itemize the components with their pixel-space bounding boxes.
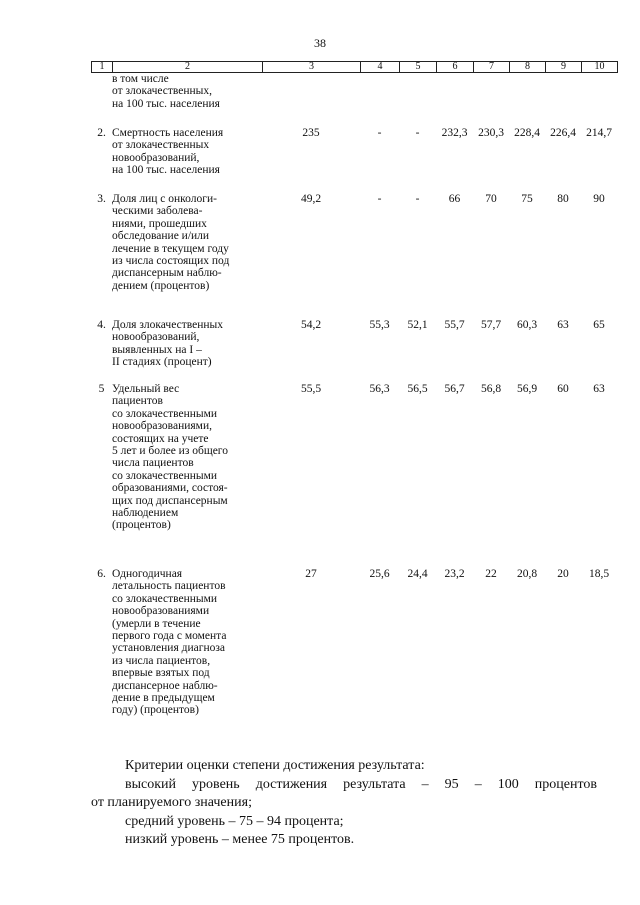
value-col-5: 56,5 — [407, 383, 428, 395]
label-line: летальность пациентов — [112, 580, 226, 593]
header-col-10: 10 — [582, 62, 618, 73]
label-line: Одногодичная — [112, 568, 183, 580]
value-col-10: 18,5 — [588, 568, 610, 580]
label-line: первого года с момента — [112, 630, 227, 643]
label-line: дение в предыдущем — [112, 692, 215, 705]
label-line: 5 лет и более из общего — [112, 445, 228, 458]
label-line: образованиями, состоя- — [112, 482, 228, 495]
value-col-9: 20 — [557, 568, 569, 580]
value-col-3: 27 — [305, 568, 317, 580]
row-label — [112, 568, 262, 717]
value-col-3: 49,2 — [300, 193, 322, 205]
label-line: Доля лиц с онкологи- — [112, 193, 217, 205]
value-col-5: 24,4 — [407, 568, 428, 580]
value-col-8: 60,3 — [516, 319, 538, 331]
label-line: новообразованиями — [112, 605, 210, 618]
value-col-6: 23,2 — [444, 568, 465, 580]
label-line: впервые взятых под — [112, 667, 210, 680]
label-line: со злокачественными — [112, 592, 218, 605]
label-line: от злокачественных, — [112, 85, 213, 98]
label-line: лечение в текущем году — [112, 242, 229, 255]
page-number: 38 — [314, 36, 326, 50]
value-col-4: 25,6 — [369, 568, 390, 580]
criteria-medium: средний уровень – 75 – 94 процента; — [125, 813, 344, 829]
value-col-7: 57,7 — [480, 319, 502, 331]
label-line: в том числе — [112, 73, 169, 85]
value-col-10: 90 — [593, 193, 605, 205]
label-line: Смертность населения — [112, 127, 224, 139]
value-col-7: 22 — [485, 568, 497, 580]
label-line: со злокачественными — [112, 407, 218, 420]
value-col-6: 55,7 — [444, 319, 465, 331]
row-label — [112, 319, 262, 369]
header-col-4: 4 — [361, 62, 400, 73]
value-col-9: 226,4 — [550, 127, 576, 139]
value-col-8: 56,9 — [516, 383, 538, 395]
column-header-row — [91, 61, 618, 73]
value-col-3: 54,2 — [300, 319, 322, 331]
row-label — [112, 383, 262, 532]
row-label — [112, 127, 262, 177]
label-line: диспансерным наблю- — [112, 267, 222, 280]
label-line: на 100 тыс. населения — [112, 164, 220, 177]
label-line: пациентов — [112, 395, 163, 408]
label-line: из числа состоящих под — [112, 255, 230, 268]
label-line: Удельный вес — [112, 383, 180, 395]
value-col-8: 228,4 — [514, 127, 540, 139]
value-col-8: 75 — [521, 193, 533, 205]
value-col-8: 20,8 — [516, 568, 538, 580]
value-col-6: 56,7 — [444, 383, 465, 395]
continuation-block — [91, 73, 617, 110]
row-number: 2. — [97, 127, 106, 139]
row-number: 6. — [97, 568, 106, 580]
header-col-5: 5 — [400, 62, 437, 73]
criteria-block — [91, 757, 597, 850]
label-line: году) (процентов) — [112, 704, 199, 717]
value-col-5: - — [415, 127, 420, 139]
criteria-low: низкий уровень – менее 75 процентов. — [125, 832, 355, 847]
value-col-3: 235 — [302, 127, 320, 139]
header-col-3: 3 — [263, 62, 361, 73]
label-line: (умерли в течение — [112, 617, 201, 630]
label-line: от злокачественных — [112, 139, 210, 152]
table-row — [91, 319, 617, 369]
value-col-7: 230,3 — [478, 127, 504, 139]
table-row — [91, 568, 617, 717]
continuation-label — [112, 73, 262, 110]
label-line: ниями, прошедших — [112, 217, 207, 230]
row-label — [112, 193, 262, 292]
value-col-5: 52,1 — [407, 319, 428, 331]
criteria-title: Критерии оценки степени достижения результата: — [125, 758, 425, 773]
label-line: (процентов) — [112, 519, 171, 532]
label-line: новообразований, — [112, 151, 200, 164]
label-line: со злокачественными — [112, 469, 218, 482]
value-col-10: 214,7 — [586, 127, 612, 139]
header-col-1: 1 — [92, 62, 113, 73]
label-line: II стадиях (процент) — [112, 356, 212, 369]
value-col-10: 65 — [593, 319, 605, 331]
criteria-high-line1: высокий уровень достижения результата – 95 – 100 процентов — [125, 776, 597, 792]
table-row — [91, 127, 617, 177]
label-line: щих под диспансерным — [112, 494, 228, 507]
label-line: выявленных на I – — [112, 343, 202, 356]
value-col-4: 55,3 — [369, 319, 390, 331]
value-col-5: - — [415, 193, 420, 205]
table-row — [91, 383, 617, 532]
value-col-7: 56,8 — [480, 383, 502, 395]
row-number: 5 — [98, 383, 105, 395]
label-line: числа пациентов — [112, 457, 194, 470]
header-col-8: 8 — [510, 62, 546, 73]
label-line: состоящих на учете — [112, 432, 209, 445]
value-col-9: 63 — [557, 319, 569, 331]
criteria-high-line2: от планируемого значения; — [91, 795, 252, 810]
value-col-10: 63 — [593, 383, 605, 395]
value-col-9: 60 — [557, 383, 569, 395]
label-line: новообразованиями, — [112, 420, 212, 433]
row-number: 4. — [97, 319, 106, 331]
label-line: на 100 тыс. населения — [112, 97, 220, 110]
header-col-7: 7 — [474, 62, 510, 73]
value-col-4: 56,3 — [369, 383, 390, 395]
row-number: 3. — [97, 193, 106, 205]
label-line: из числа пациентов, — [112, 654, 211, 667]
header-col-9: 9 — [546, 62, 582, 73]
label-line: диспансерное наблю- — [112, 679, 218, 692]
header-col-6: 6 — [437, 62, 474, 73]
value-col-6: 232,3 — [441, 127, 468, 139]
value-col-9: 80 — [557, 193, 569, 205]
value-col-4: - — [377, 193, 382, 205]
label-line: ческими заболева- — [112, 205, 203, 218]
header-col-2: 2 — [113, 62, 263, 73]
value-col-4: - — [377, 127, 382, 139]
value-col-7: 70 — [485, 193, 497, 205]
label-line: наблюдением — [112, 507, 179, 520]
value-col-3: 55,5 — [300, 383, 322, 395]
table-row — [91, 193, 617, 292]
label-line: новообразований, — [112, 331, 200, 344]
label-line: обследование и/или — [112, 230, 210, 243]
value-col-6: 66 — [448, 193, 461, 205]
label-line: дением (процентов) — [112, 279, 210, 292]
label-line: Доля злокачественных — [112, 319, 223, 331]
label-line: установления диагноза — [112, 642, 226, 655]
